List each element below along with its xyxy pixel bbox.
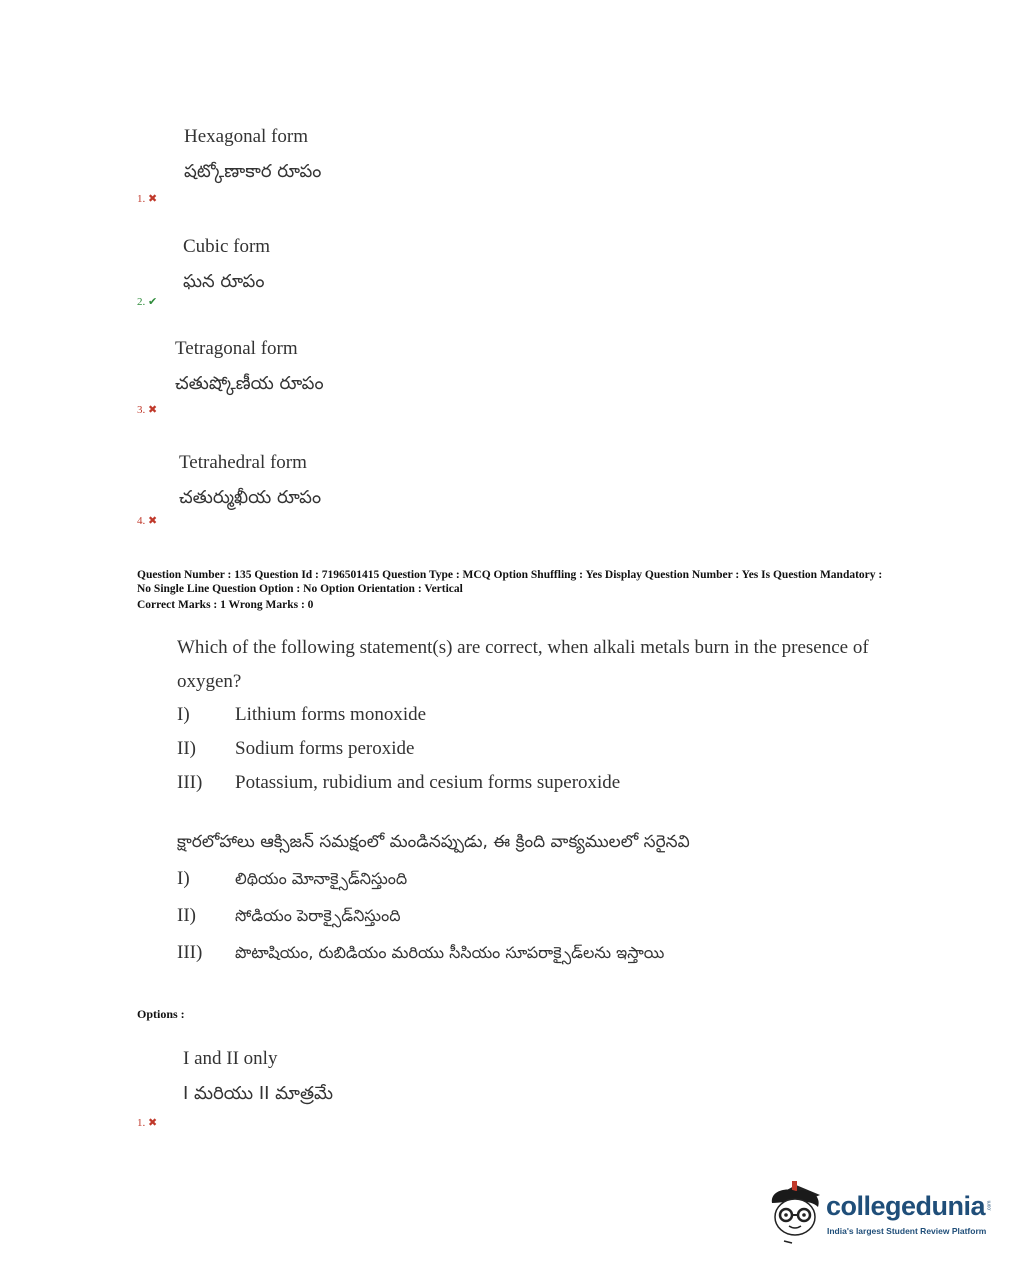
question-marks: Correct Marks : 1 Wrong Marks : 0 (137, 599, 314, 611)
statement-roman: I) (177, 704, 190, 725)
wrong-mark-icon: ✖ (148, 1117, 158, 1129)
options-label: Options : (137, 1007, 185, 1021)
question-text-te: క్షారలోహాలు ఆక్సిజన్ సమక్షంలో మండినప్పుడు, ఈ క్రింది వాక్యములలో సరైనవి (177, 832, 690, 852)
check-mark-icon: ✔ (148, 296, 158, 308)
brand-name: collegedunia (826, 1191, 986, 1221)
statement-roman: I) (177, 868, 190, 889)
option-text-te: చతుష్కోణీయ రూపం (175, 373, 324, 394)
option-text-en: Hexagonal form (184, 126, 308, 147)
brand-tagline: India's largest Student Review Platform (827, 1226, 987, 1236)
question-text-en: Which of the following statement(s) are correct, when alkali metals burn in the presence of oxygen? (177, 637, 869, 692)
option-text-en: Cubic form (183, 236, 271, 257)
statement-roman: III) (177, 942, 203, 963)
statement-text: Lithium forms monoxide (235, 704, 427, 725)
statement-roman: II) (177, 905, 196, 926)
statement-text: Sodium forms peroxide (235, 738, 415, 759)
wrong-mark-icon: ✖ (148, 515, 158, 527)
option-text-en: Tetragonal form (175, 338, 298, 359)
option-text-te: ఘన రూపం (183, 271, 265, 292)
option-number: 1. ✖ (137, 193, 158, 205)
option-number: 1. ✖ (137, 1117, 158, 1129)
mascot-icon (766, 1177, 826, 1245)
statement-text: Potassium, rubidium and cesium forms superoxide (235, 772, 621, 793)
wrong-mark-icon: ✖ (148, 404, 158, 416)
option-text-te: I మరియు II మాత్రమే (183, 1083, 334, 1104)
option-number: 4. ✖ (137, 515, 158, 527)
option-number: 3. ✖ (137, 404, 158, 416)
statement-text: లిథియం మోనాక్సైడ్‌నిస్తుంది (235, 869, 408, 888)
statement-roman: III) (177, 772, 203, 793)
statement-roman: II) (177, 738, 196, 759)
statement-text: సోడియం పెరాక్సైడ్‌నిస్తుంది (235, 906, 401, 925)
wrong-mark-icon: ✖ (148, 193, 158, 205)
option-number: 2. ✔ (137, 296, 158, 308)
option-text-te: షట్కోణాకార రూపం (184, 161, 322, 182)
option-text-en: Tetrahedral form (179, 452, 307, 473)
question-meta: Question Number : 135 Question Id : 7196501415 Question Type : MCQ Option Shuffling : Yes Display Question Number : Yes Is Question Mandatory : No Single Line Question Option : No Option Orientation : Vertical (137, 569, 883, 595)
brand-tld: .com (986, 1200, 993, 1212)
option-text-te: చతుర్ముఖీయ రూపం (179, 487, 322, 508)
statement-text: పొటాషియం, రుబిడియం మరియు సీసియం సూపరాక్సైడ్‌లను ఇస్తాయి (235, 943, 665, 962)
option-text-en: I and II only (183, 1048, 278, 1069)
